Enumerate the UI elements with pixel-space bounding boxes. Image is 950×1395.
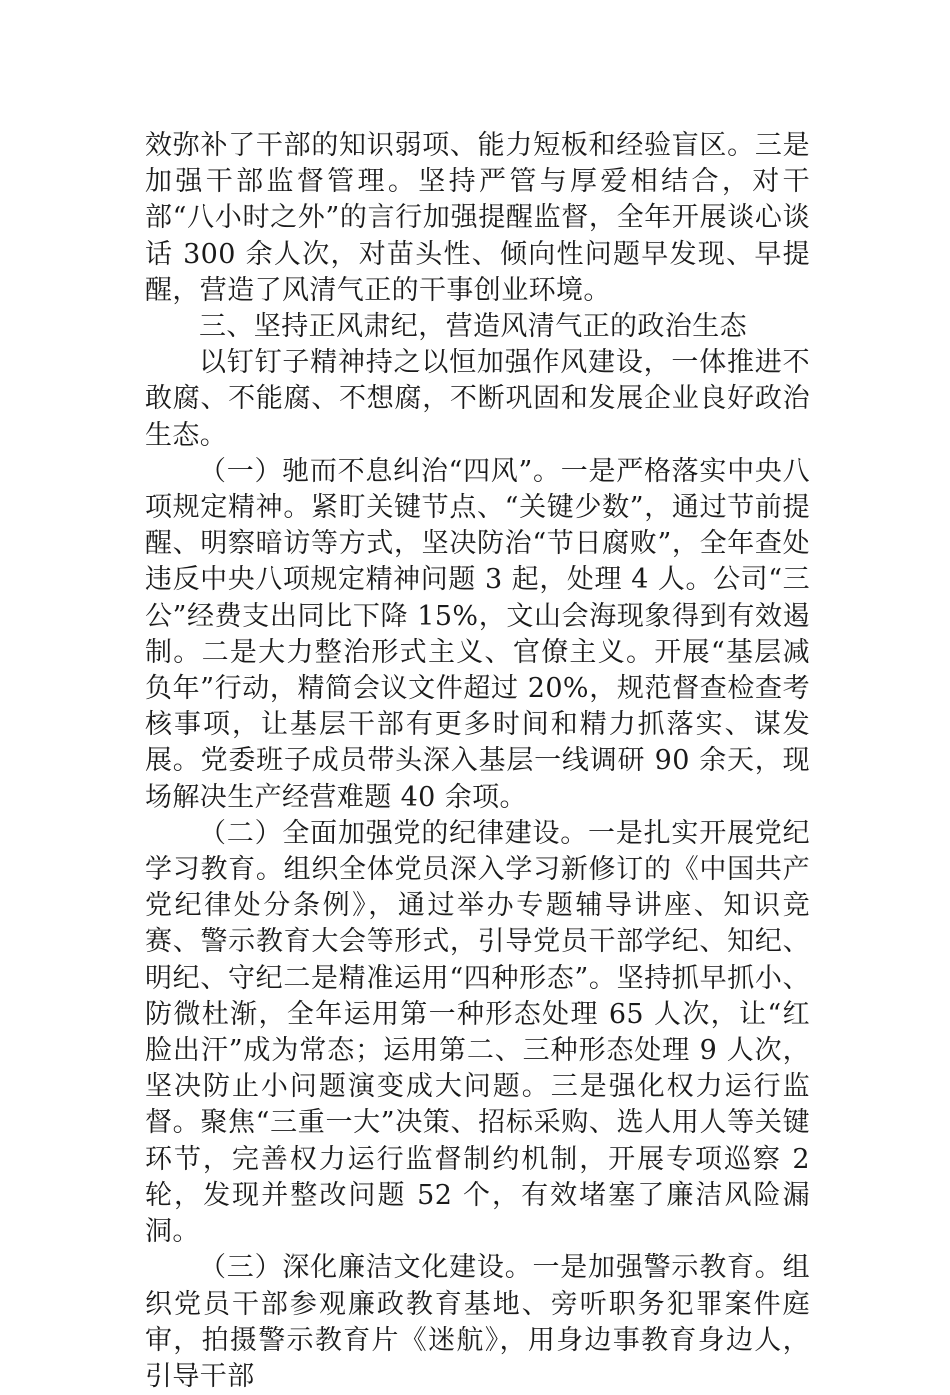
paragraph-item-3: （三）深化廉洁文化建设。一是加强警示教育。组织党员干部参观廉政教育基地、旁听职务犯罪案件庭审，拍摄警示教育片《迷航》，用身边事教育身边人，引导干部 — [145, 1252, 810, 1392]
paragraph-intro: 以钉钉子精神持之以恒加强作风建设，一体推进不敢腐、不能腐、不想腐，不断巩固和发展企业良好政治生态。 — [145, 347, 810, 451]
paragraph-item-2: （二）全面加强党的纪律建设。一是扎实开展党纪学习教育。组织全体党员深入学习新修订的《中国共产党纪律处分条例》，通过举办专题辅导讲座、知识竞赛、警示教育大会等形式，引导党员干部学纪、知纪、明纪、守纪二是精准运用“四种形态”。坚持抓早抓小、防微杜渐，全年运用第一种形态处理 65 人次，让“红脸出汗”成为常态；运用第二、三种形态处理 9 人次，坚决防止小问题演变成大问题。三是强化权力运行监督。聚焦“三重一大”决策、招标采购、选人用人等关键环节，完善权力运行监督制约机制，开展专项巡察 2 轮，发现并整改问题 52 个，有效堵塞了廉洁风险漏洞。 — [145, 817, 810, 1248]
paragraph-item-1: （一）驰而不息纠治“四风”。一是严格落实中央八项规定精神。紧盯关键节点、“关键少数”，通过节前提醒、明察暗访等方式，坚决防治“节日腐败”，全年查处违反中央八项规定精神问题 3 起，处理 4 人。公司“三公”经费支出同比下降 15%，文山会海现象得到有效遏制。二是大力整治形式主义、官僚主义。开展“基层减负年”行动，精简会议文件超过 20%，规范督查检查考核事项，让基层干部有更多时间和精力抓落实、谋发展。党委班子成员带头深入基层一线调研 90 余天，现场解决生产经营难题 40 余项。 — [145, 455, 810, 813]
document-body — [145, 128, 810, 1395]
paragraph-continuation: 效弥补了干部的知识弱项、能力短板和经验盲区。三是加强干部监督管理。坚持严管与厚爱相结合，对干部“八小时之外”的言行加强提醒监督，全年开展谈心谈话 300 余人次，对苗头性、倾向性问题早发现、早提醒，营造了风清气正的干事创业环境。 — [145, 130, 810, 306]
section-heading: 三、坚持正风肃纪，营造风清气正的政治生态 — [199, 311, 747, 343]
